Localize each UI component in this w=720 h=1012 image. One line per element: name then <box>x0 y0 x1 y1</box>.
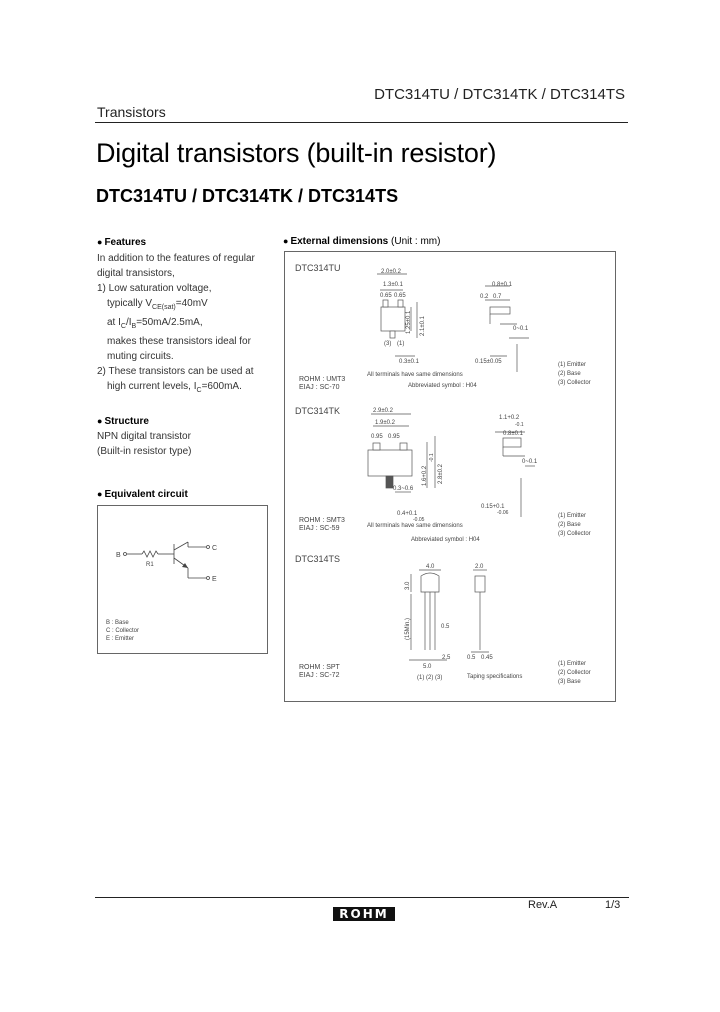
tu-rohm-code: ROHM : UMT3 <box>299 376 346 383</box>
tk-pin-collector: (3) Collector <box>558 531 591 537</box>
header-part-numbers: DTC314TU / DTC314TK / DTC314TS <box>374 86 625 103</box>
tu-dim-thickness: 0.15±0.05 <box>475 359 502 365</box>
dimensions-heading <box>283 236 440 247</box>
r1-label: R1 <box>146 562 154 568</box>
tu-eiaj-code: EIAJ : SC-70 <box>299 384 340 391</box>
bullet-icon: ● <box>97 237 103 247</box>
tu-package-name: DTC314TU <box>295 263 341 273</box>
tk-dim-side: 0.8±0.1 <box>503 431 523 437</box>
tk-symbol: Abbreviated symbol : H04 <box>411 537 480 543</box>
rohm-logo <box>333 907 395 921</box>
features-line: 2) These transistors can be used at <box>97 366 254 377</box>
ts-dim-thickness: 2.0 <box>475 564 484 570</box>
tu-dim-width: 2.0±0.2 <box>381 269 401 275</box>
terminal-e <box>207 577 210 580</box>
features-heading-text: Features <box>104 237 147 248</box>
tk-dim-body: 1.9±0.2 <box>375 420 395 426</box>
features-line: typically $V_{CE(sat)}=40mV$ <box>107 298 208 311</box>
features-line: at $I_C/I_B=50mA/2.5mA$, <box>107 317 203 330</box>
tu-dim-body: 1.3±0.1 <box>383 282 403 288</box>
terminal-c <box>207 546 210 549</box>
revision-label: Rev.A <box>528 899 558 911</box>
tk-dim-pitch2: 0.95 <box>388 434 400 440</box>
ts-dim-pitch: 2.5 <box>442 655 451 661</box>
tk-dim-width: 2.9±0.2 <box>373 408 393 414</box>
ts-taping-note: Taping specifications <box>467 674 523 680</box>
tu-dim-pitch1: 0.65 <box>380 293 392 299</box>
ts-pin-base: (3) Base <box>558 679 581 685</box>
page-number: 1/3 <box>605 899 621 911</box>
features-line: In addition to the features of regular <box>97 253 255 264</box>
structure-line: NPN digital transistor <box>97 431 191 442</box>
ts-dim-lead-length: (15Min.) <box>405 617 411 640</box>
ts-eiaj-code: EIAJ : SC-72 <box>299 672 340 679</box>
category-label: Transistors <box>97 104 166 120</box>
ts-dim-lead-thick: 0.45 <box>481 655 493 661</box>
bullet-icon: ● <box>97 489 103 499</box>
tk-dim-height-tol: -0.1 <box>515 422 524 428</box>
tu-symbol: Abbreviated symbol : H04 <box>408 383 477 389</box>
dimensions-box <box>284 251 616 702</box>
tk-pin-base: (2) Base <box>558 522 581 528</box>
tk-pin-emitter: (1) Emitter <box>558 513 587 519</box>
rohm-logo-text: ROHM <box>339 907 389 921</box>
tu-dim-lead: 0.2 <box>480 294 489 300</box>
footer-divider <box>95 897 629 898</box>
bullet-icon: ● <box>97 416 103 426</box>
tk-dim-pad: 0.3~0.6 <box>393 486 414 492</box>
features-line: digital transistors, <box>97 268 175 279</box>
tu-pin-collector: (3) Collector <box>558 380 591 386</box>
ts-pin-marks: (1) (2) (3) <box>417 675 443 681</box>
equivalent-circuit-diagram <box>98 506 267 653</box>
model-list: DTC314TU / DTC314TK / DTC314TS <box>96 186 399 206</box>
tk-dim-lead: 0.4+0.1 <box>397 511 418 517</box>
tu-pin-emitter: (1) Emitter <box>558 362 587 368</box>
features-text <box>97 251 272 398</box>
terminal-b <box>124 553 127 556</box>
equivalent-heading-text: Equivalent circuit <box>104 489 188 500</box>
tu-pin-1: (1) <box>397 341 405 347</box>
legend-base: B : Base <box>106 620 129 626</box>
tu-terminal-note: All terminals have same dimensions <box>367 372 463 378</box>
tk-body-outline <box>368 450 412 476</box>
structure-text <box>97 429 191 459</box>
tk-package-name: DTC314TK <box>295 406 341 416</box>
tk-dim-height: 1.1+0.2 <box>499 415 520 421</box>
tu-dim-height: 0.8±0.1 <box>492 282 512 288</box>
structure-heading <box>97 416 149 427</box>
tk-dim-total: 2.8±0.2 <box>438 464 444 484</box>
tk-dim-thickness: 0.15+0.1 <box>481 504 505 510</box>
equivalent-circuit-box <box>97 505 268 654</box>
resistor-r1 <box>142 551 158 557</box>
tk-dim-depth: 1.6+0.2 <box>422 465 428 486</box>
ts-dim-width: 4.0 <box>426 564 435 570</box>
tu-pin-3: (3) <box>384 341 392 347</box>
dimensions-unit: (Unit : mm) <box>391 236 441 247</box>
tk-terminal-note: All terminals have same dimensions <box>367 523 463 529</box>
tu-body-outline <box>381 307 405 331</box>
tk-dim-depth-tol: -0.1 <box>429 453 435 462</box>
tu-dim-pad: 0.3±0.1 <box>399 359 419 365</box>
structure-heading-text: Structure <box>104 416 149 427</box>
pin-c-label: C <box>212 545 218 552</box>
tu-dim-total: 2.1±0.1 <box>420 316 426 336</box>
ts-dim-body-height: 3.0 <box>405 581 411 590</box>
tu-dim-side: 0.7 <box>493 294 502 300</box>
structure-line: (Built-in resistor type) <box>97 446 192 457</box>
ts-rohm-code: ROHM : SPT <box>299 664 340 671</box>
features-line: high current levels, $I_C=600mA$. <box>107 381 242 394</box>
ts-pin-collector: (2) Collector <box>558 670 591 676</box>
tu-dim-standoff: 0~0.1 <box>513 326 529 332</box>
features-heading <box>97 237 146 248</box>
ts-body-outline <box>421 573 439 592</box>
dimensions-heading-text: External dimensions <box>290 236 389 247</box>
tu-dim-pitch2: 0.65 <box>394 293 406 299</box>
tk-eiaj-code: EIAJ : SC-59 <box>299 525 340 532</box>
emitter-arrow-icon <box>182 563 188 568</box>
tk-rohm-code: ROHM : SMT3 <box>299 517 345 524</box>
ts-dim-lead-width: 0.5 <box>441 624 450 630</box>
ts-pin-emitter: (1) Emitter <box>558 661 587 667</box>
tk-dim-standoff: 0~0.1 <box>522 459 538 465</box>
pin-e-label: E <box>212 576 217 583</box>
features-line: muting circuits. <box>107 351 174 362</box>
legend-emitter: E : Emitter <box>106 636 135 642</box>
features-line: makes these transistors ideal for <box>107 336 251 347</box>
header-divider <box>95 122 628 123</box>
ts-dim-side: 0.5 <box>467 655 476 661</box>
ts-package-name: DTC314TS <box>295 554 341 564</box>
page-title: Digital transistors (built-in resistor) <box>96 138 497 168</box>
tu-pin-base: (2) Base <box>558 371 581 377</box>
equivalent-heading <box>97 489 188 500</box>
features-line: 1) Low saturation voltage, <box>97 283 212 294</box>
tk-dim-pitch1: 0.95 <box>371 434 383 440</box>
dimensions-drawing <box>285 252 615 701</box>
pin-b-label: B <box>116 552 121 559</box>
tk-dim-lead-tol: -0.05 <box>413 517 425 523</box>
bullet-icon: ● <box>283 236 289 246</box>
tu-dim-depth: 1.25±0.1 <box>406 310 412 334</box>
legend-collector: C : Collector <box>106 628 140 634</box>
tk-dim-thickness-tol: -0.06 <box>497 510 509 516</box>
ts-dim-span: 5.0 <box>423 664 432 670</box>
